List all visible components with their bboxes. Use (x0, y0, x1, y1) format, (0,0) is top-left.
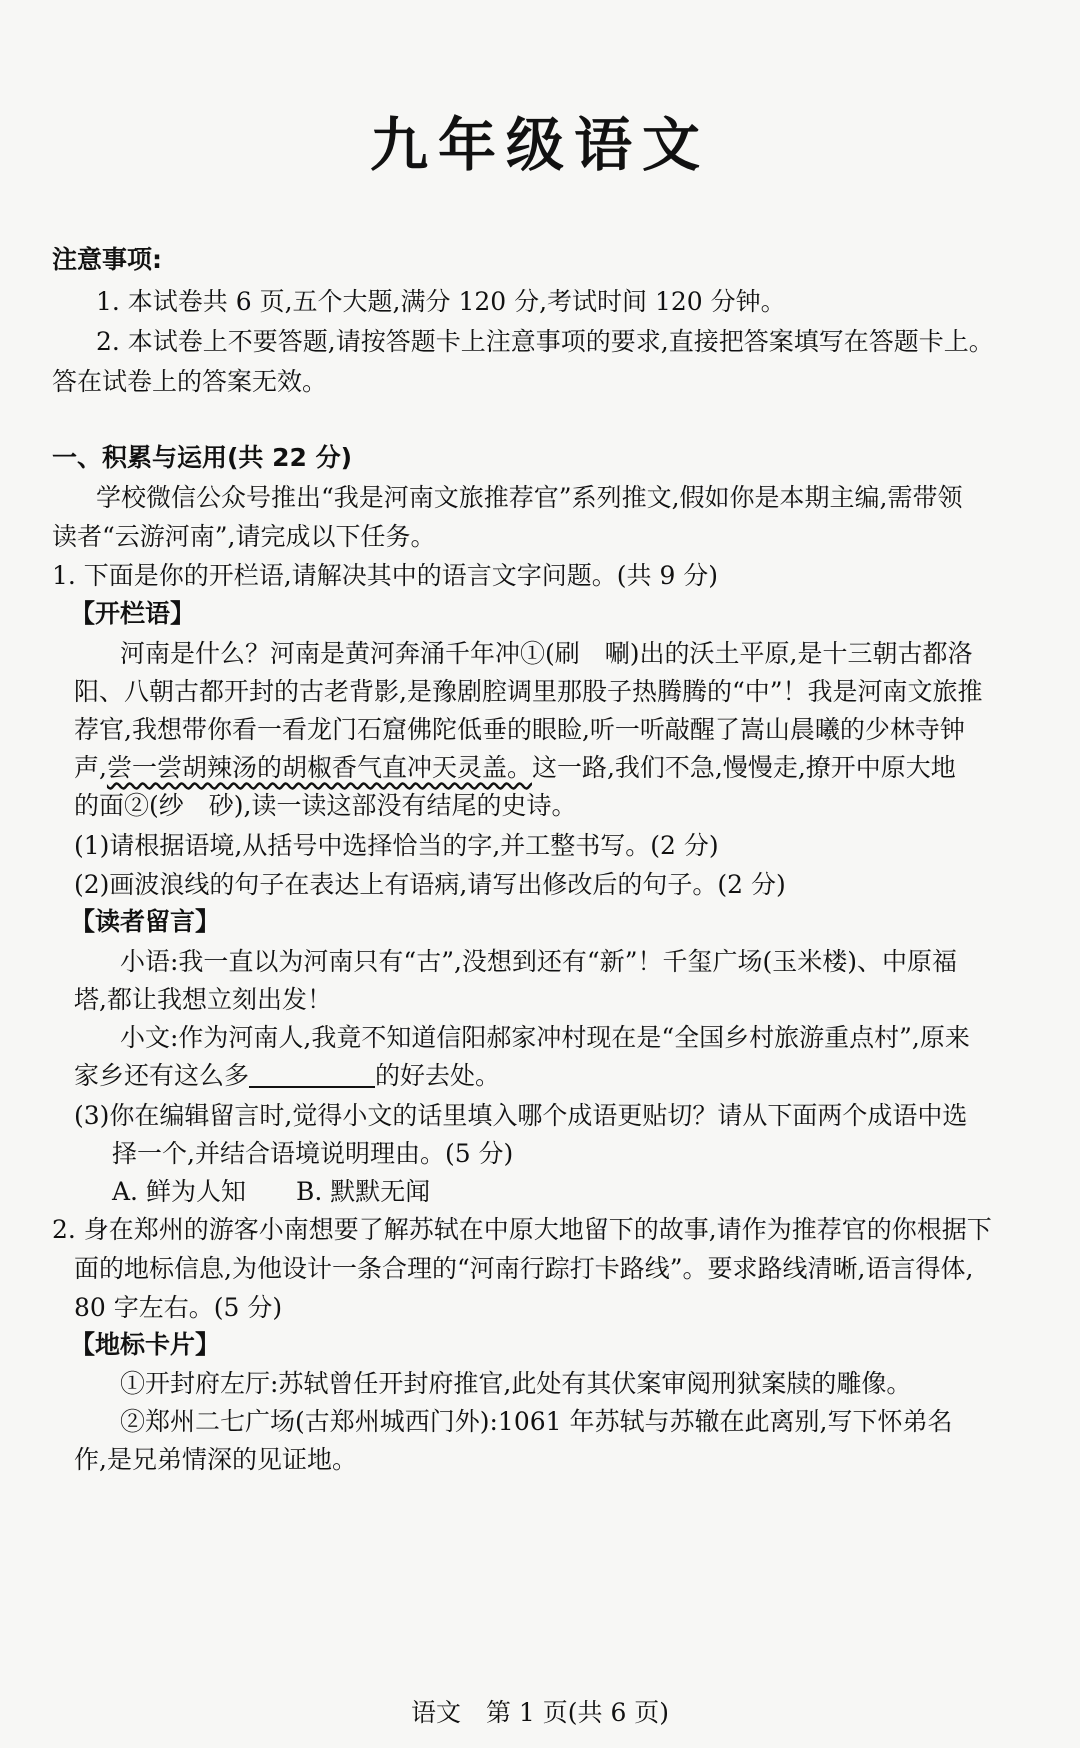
column-intro-text: 的面②(纱 砂),读一读这部没有结尾的史诗。 (74, 791, 577, 820)
question-2-stem-cont: 80 字左右。(5 分) (74, 1293, 283, 1322)
comment-xiaowen-cont (74, 1056, 500, 1092)
column-intro-text (74, 748, 956, 784)
wavy-underlined-sentence: 尝一尝胡辣汤的胡椒香气直冲天灵盖。 (106, 753, 532, 782)
notes-heading: 注意事项: (52, 245, 162, 274)
reader-comments-label: 【读者留言】 (70, 907, 221, 936)
landmark-card-2: ②郑州二七广场(古郑州城西门外):1061 年苏轼与苏辙在此离别,写下怀弟名 (120, 1407, 953, 1436)
notes-item-2-cont: 答在试卷上的答案无效。 (52, 367, 328, 396)
column-intro-label: 【开栏语】 (70, 599, 196, 628)
comment-xiaoyu: 小语:我一直以为河南只有“古”,没想到还有“新”！千玺广场(玉米楼)、中原福 (120, 947, 958, 976)
column-intro-text: 河南是什么？河南是黄河奔涌千年冲①(刷 唰)出的沃土平原,是十三朝古都洛 (120, 639, 973, 668)
sub-question-2: (2)画波浪线的句子在表达上有语病,请写出修改后的句子。(2 分) (74, 870, 786, 899)
page-footer: 语文 第 1 页(共 6 页) (410, 1698, 670, 1727)
landmark-card-1: ①开封府左厅:苏轼曾任开封府推官,此处有其伏案审阅刑狱案牍的雕像。 (120, 1369, 912, 1398)
question-2-stem-cont: 面的地标信息,为他设计一条合理的“河南行踪打卡路线”。要求路线清晰,语言得体, (74, 1254, 974, 1283)
section-heading: 一、积累与运用(共 22 分) (52, 443, 353, 472)
notes-item-2: 2. 本试卷上不要答题,请按答题卡上注意事项的要求,直接把答案填写在答题卡上。 (96, 327, 994, 356)
comment-xiaowen: 小文:作为河南人,我竟不知道信阳郝家冲村现在是“全国乡村旅游重点村”,原来 (120, 1023, 970, 1052)
text-run: 的好去处。 (375, 1061, 501, 1090)
text-run: 这一路,我们不急,慢慢走,撩开中原大地 (531, 753, 956, 782)
text-run: 声, (74, 753, 107, 782)
sub-question-1: (1)请根据语境,从括号中选择恰当的字,并工整书写。(2 分) (74, 831, 719, 860)
landmark-card-label: 【地标卡片】 (70, 1330, 221, 1359)
sub-question-3: (3)你在编辑留言时,觉得小文的话里填入哪个成语更贴切？请从下面两个成语中选 (74, 1101, 968, 1130)
option-a: A. 鲜为人知 (112, 1177, 246, 1206)
section-intro-cont: 读者“云游河南”,请完成以下任务。 (52, 522, 436, 551)
question-2-stem: 2. 身在郑州的游客小南想要了解苏轼在中原大地留下的故事,请作为推荐官的你根据下 (52, 1215, 992, 1244)
section-intro: 学校微信公众号推出“我是河南文旅推荐官”系列推文,假如你是本期主编,需带领 (96, 483, 963, 512)
sub-question-3-cont: 择一个,并结合语境说明理由。(5 分) (112, 1139, 514, 1168)
question-1-stem: 1. 下面是你的开栏语,请解决其中的语言文字问题。(共 9 分) (52, 561, 719, 590)
page-title: 九年级语文 (369, 111, 710, 179)
fill-in-blank (249, 1064, 375, 1088)
text-run: 家乡还有这么多 (74, 1061, 250, 1090)
column-intro-text: 阳、八朝古都开封的古老背影,是豫剧腔调里那股子热腾腾的“中”！我是河南文旅推 (74, 677, 983, 706)
column-intro-text: 荐官,我想带你看一看龙门石窟佛陀低垂的眼睑,听一听敲醒了嵩山晨曦的少林寺钟 (74, 715, 965, 744)
option-b: B. 默默无闻 (296, 1177, 431, 1206)
landmark-card-2-cont: 作,是兄弟情深的见证地。 (74, 1445, 357, 1474)
notes-item-1: 1. 本试卷共 6 页,五个大题,满分 120 分,考试时间 120 分钟。 (96, 287, 786, 316)
comment-xiaoyu-cont: 塔,都让我想立刻出发！ (74, 985, 332, 1014)
